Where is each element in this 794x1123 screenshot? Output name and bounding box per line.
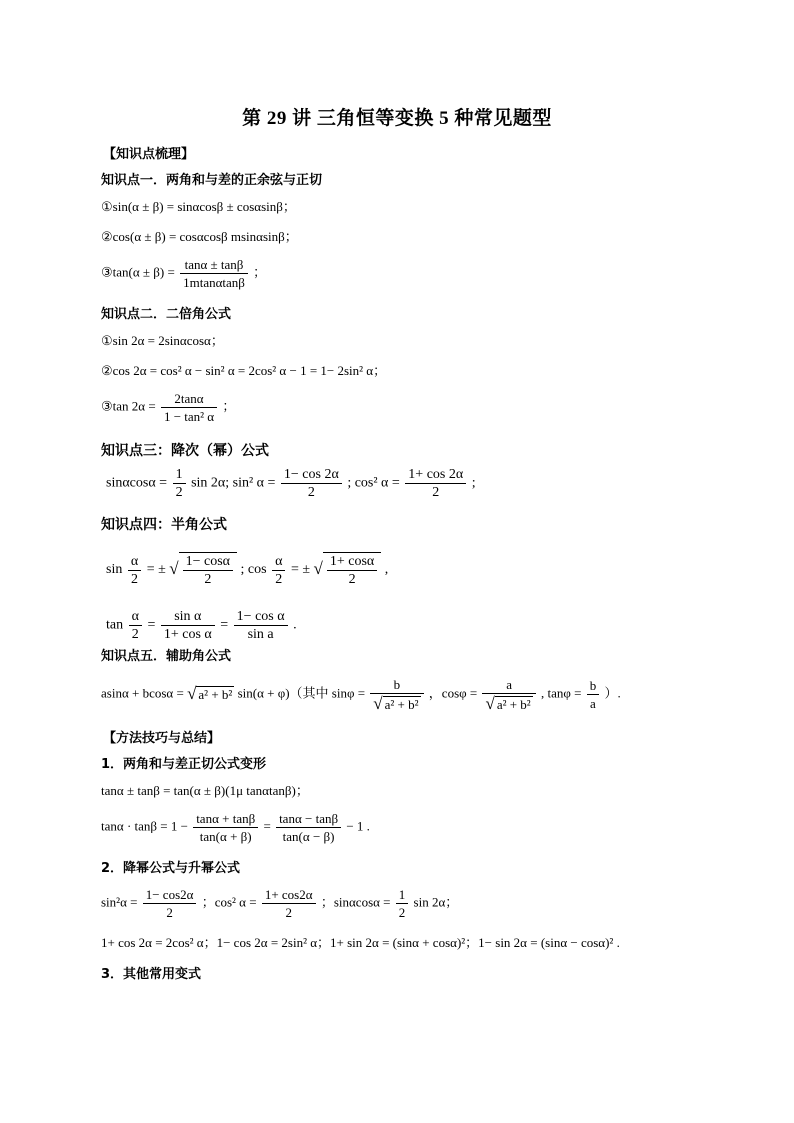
m2-formula-1	[101, 886, 458, 921]
kp1-f3-suffix: ；	[253, 264, 267, 280]
m3-heading: 3．其他常用变式	[101, 967, 202, 982]
kp4-l1-end: ,	[384, 562, 389, 578]
kp1-f3-prefix: ③tan(α ± β) =	[101, 264, 175, 280]
sqrt-icon: √	[313, 558, 323, 578]
kp4-formula-1	[106, 552, 388, 588]
kp5-part-4: , tanφ =	[540, 685, 582, 701]
kp4-l1-cos: ; cos	[240, 562, 267, 578]
kp4-l1-frac-c-num: α	[275, 553, 283, 569]
kp4-l1-frac-b-num: 1− cosα	[185, 554, 231, 569]
page-title: 第 29 讲 三角恒等变换 5 种常见题型	[242, 108, 552, 129]
kp4-l1-frac-a	[128, 553, 141, 588]
m2-f1-frac-1-num: 1− cos2α	[145, 887, 194, 902]
kp3-frac-2-den: 2	[281, 483, 342, 501]
sqrt-icon: √	[485, 694, 495, 714]
kp2-f3-prefix: ③tan 2α =	[101, 398, 156, 414]
m1-heading: 1．两角和与差正切公式变形	[101, 757, 267, 772]
kp5-sqrt-1	[187, 685, 234, 704]
kp3-part-2: sin 2α; sin² α =	[191, 475, 276, 491]
m1-f2-frac-2-den: tan(α − β)	[276, 827, 341, 845]
m2-heading: 2．降幂公式与升幂公式	[101, 861, 241, 876]
kp2-f3-denominator: 1 − tan² α	[161, 407, 217, 425]
m2-f1-frac-3	[396, 886, 409, 921]
kp4-l1-frac-b	[183, 553, 233, 588]
m1-f2-part-3: − 1 .	[346, 818, 370, 834]
m1-f2-part-2: =	[263, 818, 271, 834]
kp3-frac-1-den: 2	[173, 483, 186, 501]
kp4-l1-frac-d-den: 2	[327, 570, 377, 588]
kp5-part-5: ）.	[604, 685, 621, 701]
m1-formula-2	[101, 810, 370, 845]
m1-f2-frac-1	[193, 810, 258, 845]
kp4-l1-frac-b-den: 2	[183, 570, 233, 588]
kp4-l1-frac-d-num: 1+ cosα	[329, 554, 375, 569]
sqrt-icon: √	[187, 684, 197, 704]
kp4-l2-frac-b	[161, 608, 215, 643]
kp4-l1-frac-d	[327, 553, 377, 588]
kp4-l2-eq-1: =	[147, 617, 156, 633]
kp5-heading: 知识点五．辅助角公式	[101, 649, 232, 664]
kp2-heading: 知识点二．二倍角公式	[101, 307, 232, 322]
kp5-frac-sin	[370, 676, 423, 713]
kp5-frac-tan-den: a	[587, 694, 600, 712]
kp5-frac-sin-den	[370, 693, 423, 713]
kp1-f3-numerator: tanα ± tanβ	[184, 257, 244, 272]
kp3-part-4: ;	[471, 475, 476, 491]
m2-formula-2: 1+ cos 2α = 2cos² α；1− cos 2α = 2sin² α；1+ sin 2α = (sinα + cosα)²；1− sin 2α = (sinα − cosα)² .	[101, 935, 620, 950]
sqrt-icon: √	[169, 558, 179, 578]
kp1-heading: 知识点一．两角和与差的正余弦与正切	[101, 173, 323, 188]
kp5-formula	[101, 676, 621, 713]
kp4-l1-frac-a-num: α	[130, 553, 139, 569]
kp5-frac-cos-num: a	[506, 677, 512, 692]
kp4-l1-frac-c	[272, 553, 285, 588]
kp4-l1-pm-1: = ±	[146, 562, 166, 578]
kp4-l1-pm-2: = ±	[290, 562, 311, 578]
kp3-frac-1	[173, 466, 186, 501]
m2-f1-frac-2-num: 1+ cos2α	[264, 887, 313, 902]
m2-f1-frac-2-den: 2	[262, 903, 316, 921]
kp5-frac-tan	[587, 677, 600, 712]
m2-f1-frac-3-num: 1	[398, 887, 406, 902]
kp2-formula-1: ①sin 2α = 2sinαcosα；	[101, 333, 224, 348]
section-heading-knowledge: 【知识点梳理】	[103, 147, 195, 162]
kp4-l2-frac-b-num: sin α	[174, 609, 202, 624]
kp4-l1-sqrt-2	[314, 552, 382, 588]
kp1-formula-2: ②cos(α ± β) = cosαcosβ msinαsinβ；	[101, 229, 298, 244]
kp4-l2-frac-a-den: 2	[129, 625, 142, 643]
m2-f1-frac-1	[143, 886, 197, 921]
kp1-f3-denominator: 1mtanαtanβ	[180, 273, 248, 291]
m1-f2-frac-1-num: tanα + tanβ	[196, 811, 256, 826]
kp5-frac-sin-num: b	[393, 677, 401, 692]
kp3-frac-3-num: 1+ cos 2α	[408, 467, 464, 482]
kp4-l2-frac-c	[234, 608, 288, 643]
m1-f2-frac-1-den: tan(α + β)	[193, 827, 258, 845]
kp2-f3-fraction	[161, 390, 217, 425]
kp5-part-1: asinα + bcosα =	[101, 685, 184, 701]
m2-f1-part-1: sin²α =	[101, 894, 138, 910]
kp2-f3-numerator: 2tanα	[174, 391, 204, 406]
kp3-frac-2	[281, 466, 342, 501]
kp2-f3-suffix: ；	[222, 398, 236, 414]
kp2-formula-3	[101, 390, 235, 425]
m2-f1-part-3: ；sinαcosα =	[320, 894, 391, 910]
m2-f1-frac-3-den: 2	[396, 903, 409, 921]
kp3-frac-2-num: 1− cos 2α	[283, 467, 339, 482]
kp5-frac-cos	[482, 676, 535, 713]
m1-f2-part-1: tanα · tanβ = 1 −	[101, 818, 188, 834]
kp5-sqrt-3	[485, 695, 532, 713]
kp1-f3-fraction	[180, 256, 248, 291]
kp3-frac-1-num: 1	[175, 467, 183, 482]
kp4-l2-frac-a-num: α	[131, 609, 139, 624]
kp2-formula-2: ②cos 2α = cos² α − sin² α = 2cos² α − 1 = 1− 2sin² α；	[101, 363, 387, 378]
m2-f1-part-4: sin 2α；	[413, 894, 459, 910]
kp5-frac-cos-den	[482, 693, 535, 713]
kp4-l2-frac-c-num: 1− cos α	[236, 609, 285, 624]
kp4-l1-sqrt-1	[169, 552, 237, 588]
m1-formula-1: tanα ± tanβ = tan(α ± β)(1μ tanαtanβ)；	[101, 783, 309, 798]
sqrt-icon: √	[373, 694, 383, 714]
kp5-sqrt-2	[373, 695, 420, 713]
kp5-part-3: ，cosφ =	[428, 685, 478, 701]
m1-f2-frac-2-num: tanα − tanβ	[279, 811, 339, 826]
kp4-heading: 知识点四：半角公式	[101, 517, 227, 533]
kp5-frac-tan-num: b	[589, 678, 597, 694]
kp4-l2-frac-a	[129, 608, 142, 643]
kp1-formula-1: ①sin(α ± β) = sinαcosβ ± cosαsinβ；	[101, 199, 296, 214]
kp4-l1-sqrt-2-radicand	[323, 552, 381, 588]
kp3-heading: 知识点三：降次（幂）公式	[101, 443, 269, 459]
kp1-formula-3	[101, 256, 266, 291]
kp5-sqrt-3-radicand: a² + b²	[496, 697, 531, 713]
m2-f1-part-2: ；cos² α =	[201, 894, 257, 910]
kp3-formula	[106, 466, 476, 501]
kp5-part-2: sin(α + φ)（其中 sinφ =	[237, 685, 366, 701]
kp4-l2-frac-c-den: sin a	[234, 625, 288, 643]
kp4-l1-frac-a-den: 2	[128, 570, 141, 588]
kp5-sqrt-2-radicand: a² + b²	[384, 697, 419, 713]
kp4-l1-sqrt-1-radicand	[179, 552, 237, 588]
kp3-frac-3-den: 2	[405, 483, 466, 501]
kp4-l2-frac-b-den: 1+ cos α	[161, 625, 215, 643]
kp4-l1-frac-c-den: 2	[272, 570, 285, 588]
kp5-sqrt-1-radicand: a² + b²	[198, 687, 233, 703]
kp4-l2-tan: tan	[106, 617, 124, 633]
kp3-part-3: ; cos² α =	[347, 475, 400, 491]
m2-f1-frac-1-den: 2	[143, 903, 197, 921]
kp4-l2-eq-2: =	[220, 617, 229, 633]
kp3-part-1: sinαcosα =	[106, 475, 168, 491]
section-heading-methods: 【方法技巧与总结】	[103, 731, 221, 746]
kp3-frac-3	[405, 466, 466, 501]
m1-f2-frac-2	[276, 810, 341, 845]
kp4-l2-end: .	[293, 617, 297, 633]
m2-f1-frac-2	[262, 886, 316, 921]
kp4-formula-2	[106, 608, 297, 643]
kp4-l1-sin: sin	[106, 562, 123, 578]
